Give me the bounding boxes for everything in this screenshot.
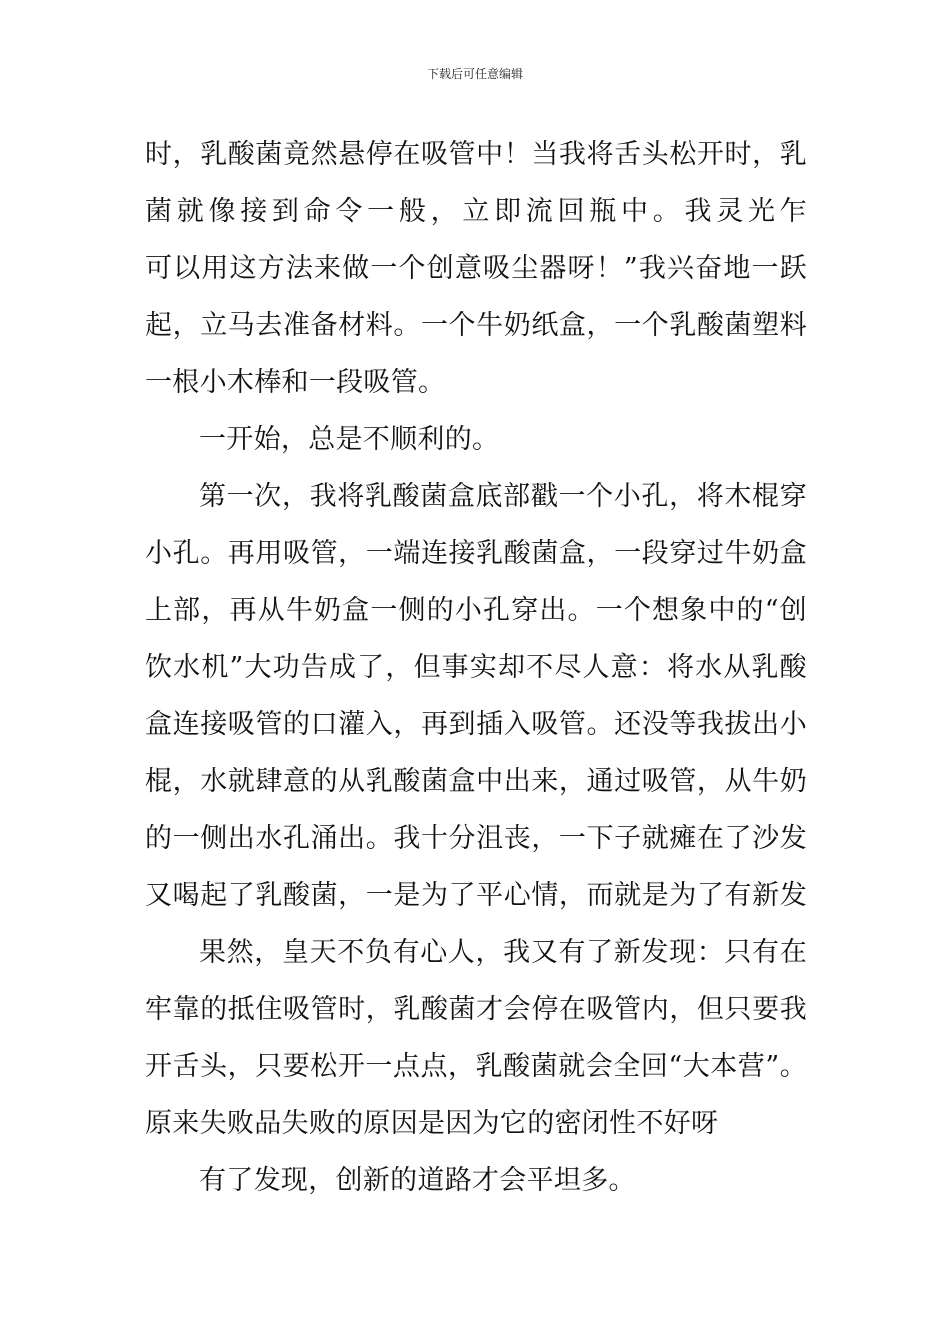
text-line: 第一次，我将乳酸菌盒底部戳一个小孔，将木棍穿 <box>199 481 807 512</box>
text-line: 小孔。再用吸管，一端连接乳酸菌盒，一段穿过牛奶盒 <box>145 538 807 569</box>
text-line: 一根小木棒和一段吸管。 <box>145 367 446 398</box>
text-line: 原来失败品失败的原因是因为它的密闭性不好呀 <box>145 1108 719 1139</box>
document-body <box>145 126 807 1209</box>
text-line: 棍，水就肆意的从乳酸菌盒中出来，通过吸管，从牛奶 <box>145 766 807 797</box>
text-line: 时，乳酸菌竟然悬停在吸管中！当我将舌头松开时，乳 <box>145 139 807 170</box>
page-header: 下载后可任意编辑 <box>426 67 523 81</box>
text-line: 起，立马去准备材料。一个牛奶纸盒，一个乳酸菌塑料 <box>145 310 807 341</box>
text-line: 菌就像接到命令一般，立即流回瓶中。我灵光乍 <box>145 196 807 227</box>
text-line: 一开始，总是不顺利的。 <box>199 424 500 455</box>
text-line: 有了发现，创新的道路才会平坦多。 <box>199 1165 636 1196</box>
text-line: 开舌头，只要松开一点点，乳酸菌就会全回“大本营”。 <box>145 1051 807 1082</box>
text-line: 上部，再从牛奶盒一侧的小孔穿出。一个想象中的“创 <box>145 595 807 626</box>
text-line: 又喝起了乳酸菌，一是为了平心情，而就是为了有新发 <box>145 880 807 911</box>
text-line: 可以用这方法来做一个创意吸尘器呀！”我兴奋地一跃 <box>145 253 807 284</box>
text-line: 果然，皇天不负有心人，我又有了新发现：只有在 <box>199 937 807 968</box>
text-line: 饮水机”大功告成了，但事实却不尽人意：将水从乳酸 <box>145 652 807 683</box>
text-line: 的一侧出水孔涌出。我十分沮丧，一下子就瘫在了沙发 <box>145 823 807 854</box>
text-line: 盒连接吸管的口灌入，再到插入吸管。还没等我拔出小 <box>145 709 807 740</box>
text-line: 牢靠的抵住吸管时，乳酸菌才会停在吸管内，但只要我 <box>145 994 807 1025</box>
